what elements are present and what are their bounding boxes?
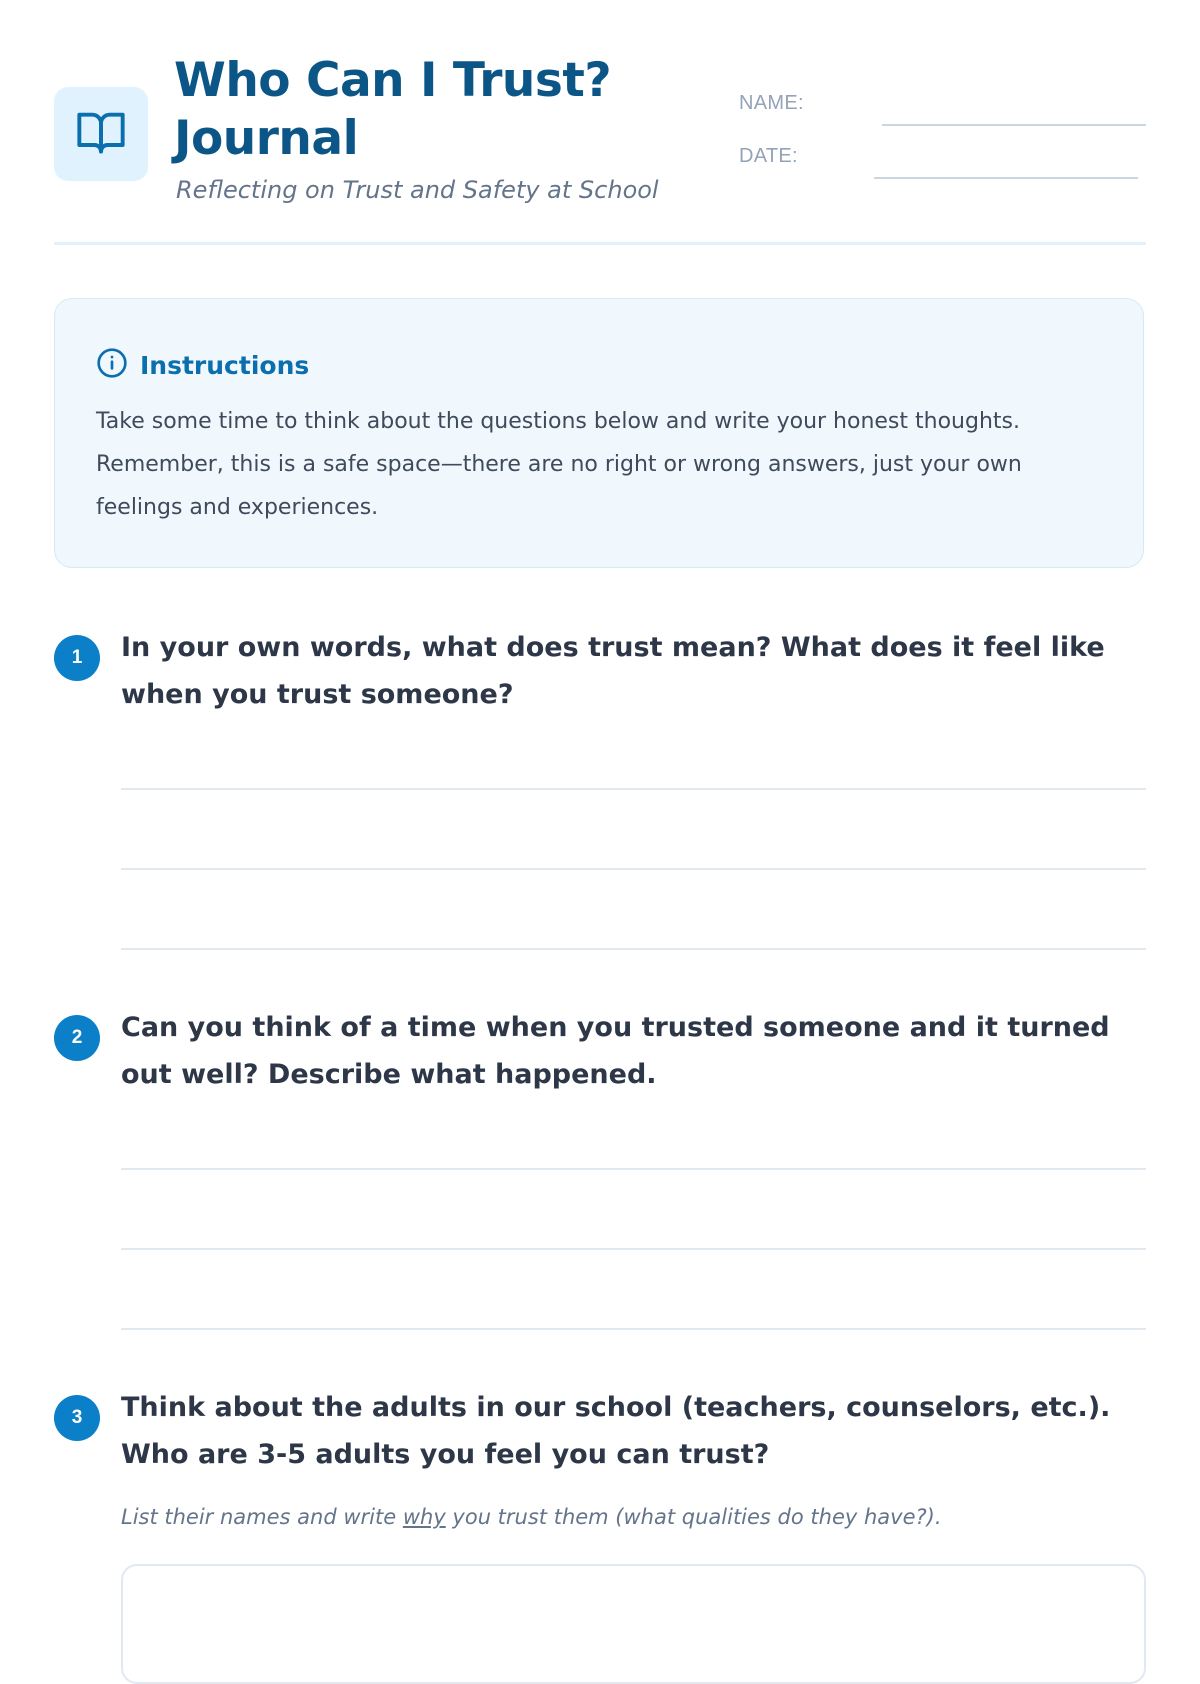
date-field[interactable]	[739, 141, 1146, 181]
hint-text-start: List their names and write	[121, 1505, 403, 1529]
question-number-badge: 2	[54, 1015, 100, 1061]
instructions-panel	[54, 298, 1144, 568]
answer-line[interactable]	[121, 1328, 1146, 1330]
name-blank-line[interactable]	[882, 124, 1146, 126]
page-title: Who Can I Trust? Journal	[174, 53, 612, 166]
question-text: Think about the adults in our school (teachers, counselors, etc.). Who are 3-5 adults you feel you can trust?	[121, 1392, 1111, 1470]
answer-line[interactable]	[121, 788, 1146, 790]
info-circle-icon	[96, 347, 128, 384]
answer-line[interactable]	[121, 948, 1146, 950]
question-number-badge: 1	[54, 635, 100, 681]
date-blank-line[interactable]	[874, 177, 1138, 179]
instructions-text: Take some time to think about the questions below and write your honest thoughts. Remember, this is a safe space—there are no right or wrong answers, just your own feelings and experiences.	[96, 409, 1022, 520]
answer-box[interactable]	[121, 1564, 1146, 1684]
date-label: DATE:	[739, 145, 798, 167]
answer-line[interactable]	[121, 1168, 1146, 1170]
page-header	[54, 0, 1146, 245]
question-number-badge: 3	[54, 1395, 100, 1441]
hint-text-end: you trust them (what qualities do they have?).	[445, 1505, 942, 1529]
hint-emphasis: why	[402, 1505, 446, 1529]
question-hint	[121, 1505, 942, 1529]
logo-badge	[54, 87, 148, 181]
instructions-title: Instructions	[140, 351, 310, 380]
question-text: In your own words, what does trust mean? What does it feel like when you trust someone?	[121, 632, 1105, 710]
journal-page	[54, 0, 1146, 1600]
answer-line[interactable]	[121, 1248, 1146, 1250]
book-open-icon	[75, 106, 127, 163]
question-text: Can you think of a time when you trusted someone and it turned out well? Describe what happened.	[121, 1012, 1110, 1090]
name-label: NAME:	[739, 92, 804, 114]
page-subtitle: Reflecting on Trust and Safety at School	[176, 176, 659, 204]
instructions-heading	[96, 347, 309, 384]
answer-line[interactable]	[121, 868, 1146, 870]
name-field[interactable]	[739, 88, 1146, 128]
